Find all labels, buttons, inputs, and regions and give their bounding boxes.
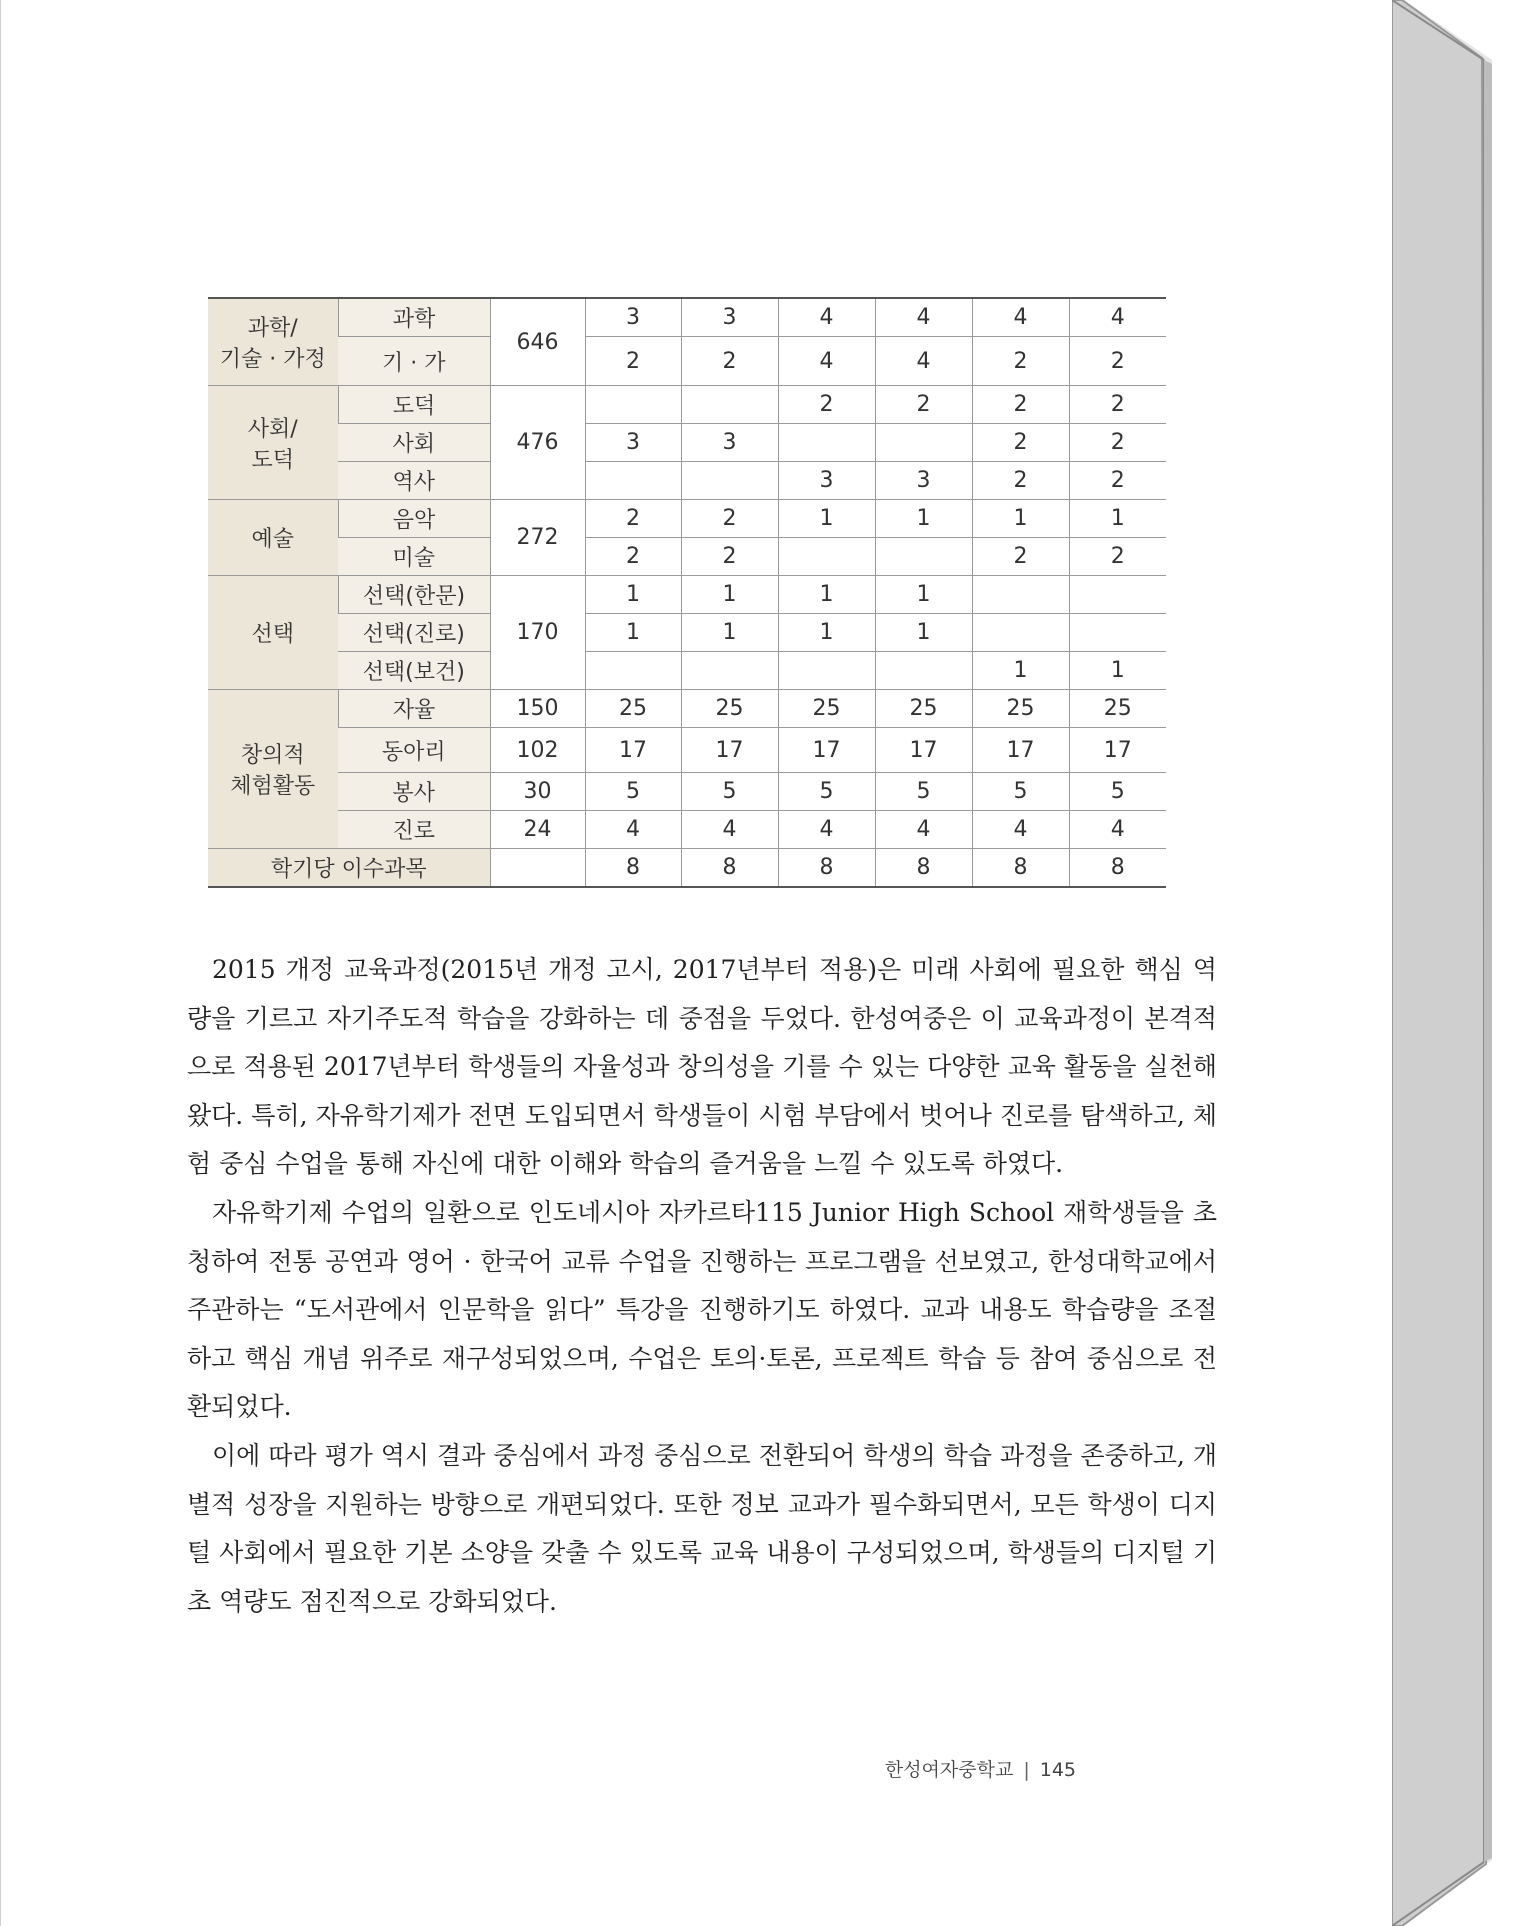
grade-cell: 2	[1069, 386, 1166, 424]
grade-cell	[778, 652, 875, 690]
grade-cell: 4	[1069, 811, 1166, 849]
grade-cell: 8	[585, 849, 681, 888]
table-row	[208, 538, 1166, 576]
table-row	[208, 298, 1166, 337]
grade-cell: 8	[1069, 849, 1166, 888]
grade-cell: 2	[972, 538, 1069, 576]
grade-cell	[681, 652, 778, 690]
subject-cell: 역사	[338, 462, 490, 500]
grade-cell: 17	[875, 728, 972, 773]
subject-cell: 과학	[338, 298, 490, 337]
grade-cell: 4	[778, 337, 875, 386]
grade-cell: 8	[875, 849, 972, 888]
paragraph: 2015 개정 교육과정(2015년 개정 고시, 2017년부터 적용)은 미래 사회에 필요한 핵심 역량을 기르고 자기주도적 학습을 강화하는 데 중점을 두었다. 한성여중은 이 교육과정이 본격적으로 적용된 2017년부터 학생들의 자율성과 창의성을 기를 수 있는 다양한 교육 활동을 실천해왔다. 특히, 자유학기제가 전면 도입되면서 학생들이 시험 부담에서 벗어나 진로를 탐색하고, 체험 중심 수업을 통해 자신에 대한 이해와 학습의 즐거움을 느낄 수 있도록 하였다.	[187, 955, 1217, 1179]
grade-cell: 2	[972, 337, 1069, 386]
subject-cell: 사회	[338, 424, 490, 462]
grade-cell: 4	[875, 811, 972, 849]
grade-cell: 5	[778, 773, 875, 811]
grade-cell: 1	[972, 652, 1069, 690]
table-row	[208, 614, 1166, 652]
grade-cell: 4	[778, 811, 875, 849]
grade-cell: 1	[778, 500, 875, 538]
grade-cell: 1	[778, 614, 875, 652]
category-cell: 과학/ 기술 · 가정	[208, 298, 338, 386]
grade-cell: 25	[681, 690, 778, 728]
grade-cell: 2	[1069, 337, 1166, 386]
subject-cell: 선택(진로)	[338, 614, 490, 652]
grade-cell: 4	[585, 811, 681, 849]
table-row	[208, 462, 1166, 500]
total-hours-cell: 170	[490, 576, 585, 690]
total-hours-cell: 102	[490, 728, 585, 773]
subject-cell: 선택(한문)	[338, 576, 490, 614]
grade-cell: 5	[1069, 773, 1166, 811]
subject-cell: 미술	[338, 538, 490, 576]
grade-cell: 8	[778, 849, 875, 888]
grade-cell: 3	[585, 298, 681, 337]
grade-cell: 1	[681, 614, 778, 652]
total-hours-cell: 646	[490, 298, 585, 386]
grade-cell: 2	[972, 424, 1069, 462]
table-row	[208, 500, 1166, 538]
grade-cell: 1	[875, 576, 972, 614]
grade-cell: 3	[681, 298, 778, 337]
total-hours-cell: 476	[490, 386, 585, 500]
grade-cell: 17	[972, 728, 1069, 773]
grade-cell: 1	[585, 576, 681, 614]
table-row	[208, 728, 1166, 773]
grade-cell: 25	[1069, 690, 1166, 728]
grade-cell: 5	[972, 773, 1069, 811]
total-hours-cell	[490, 849, 585, 888]
subject-cell: 자율	[338, 690, 490, 728]
total-hours-cell: 272	[490, 500, 585, 576]
grade-cell	[875, 652, 972, 690]
grade-cell	[1069, 614, 1166, 652]
grade-cell	[778, 538, 875, 576]
grade-cell: 3	[875, 462, 972, 500]
grade-cell	[585, 386, 681, 424]
grade-cell: 2	[972, 462, 1069, 500]
page-footer	[885, 1755, 1076, 1782]
category-cell: 선택	[208, 576, 338, 690]
grade-cell: 25	[778, 690, 875, 728]
grade-cell	[1069, 576, 1166, 614]
grade-cell: 25	[875, 690, 972, 728]
subject-cell: 도덕	[338, 386, 490, 424]
category-cell: 창의적 체험활동	[208, 690, 338, 849]
grade-cell: 4	[778, 298, 875, 337]
total-hours-cell: 30	[490, 773, 585, 811]
grade-cell: 2	[585, 500, 681, 538]
footer-separator: |	[1023, 1759, 1030, 1781]
table-row	[208, 337, 1166, 386]
grade-cell	[972, 576, 1069, 614]
grade-cell: 3	[778, 462, 875, 500]
grade-cell: 17	[585, 728, 681, 773]
table-row	[208, 849, 1166, 888]
grade-cell: 3	[681, 424, 778, 462]
subject-cell: 선택(보건)	[338, 652, 490, 690]
grade-cell	[875, 538, 972, 576]
total-hours-cell: 24	[490, 811, 585, 849]
grade-cell: 1	[972, 500, 1069, 538]
page-number: 145	[1039, 1759, 1076, 1781]
category-cell: 예술	[208, 500, 338, 576]
body-text	[187, 946, 1217, 1626]
grade-cell	[681, 462, 778, 500]
grade-cell	[585, 652, 681, 690]
subject-cell: 봉사	[338, 773, 490, 811]
paragraph: 자유학기제 수업의 일환으로 인도네시아 자카르타115 Junior High School 재학생들을 초청하여 전통 공연과 영어 · 한국어 교류 수업을 진행하는 프로그램을 선보였고, 한성대학교에서 주관하는 “도서관에서 인문학을 읽다” 특강을 진행하기도 하였다. 교과 내용도 학습량을 조절하고 핵심 개념 위주로 재구성되었으며, 수업은 토의·토론, 프로젝트 학습 등 참여 중심으로 전환되었다.	[187, 1197, 1217, 1422]
grade-cell: 5	[681, 773, 778, 811]
subject-cell: 진로	[338, 811, 490, 849]
grade-cell: 2	[1069, 424, 1166, 462]
grade-cell	[681, 386, 778, 424]
grade-cell: 2	[585, 337, 681, 386]
table-row	[208, 424, 1166, 462]
grade-cell: 2	[1069, 538, 1166, 576]
paragraph: 이에 따라 평가 역시 결과 중심에서 과정 중심으로 전환되어 학생의 학습 과정을 존중하고, 개별적 성장을 지원하는 방향으로 개편되었다. 또한 정보 교과가 필수화되면서, 모든 학생이 디지털 사회에서 필요한 기본 소양을 갖출 수 있도록 교육 내용이 구성되었으며, 학생들의 디지털 기초 역량도 점진적으로 강화되었다.	[187, 1440, 1217, 1616]
grade-cell: 2	[681, 538, 778, 576]
grade-cell: 4	[1069, 298, 1166, 337]
grade-cell: 1	[585, 614, 681, 652]
grade-cell: 8	[972, 849, 1069, 888]
table-row	[208, 690, 1166, 728]
grade-cell: 25	[585, 690, 681, 728]
grade-cell: 4	[875, 337, 972, 386]
subject-cell: 음악	[338, 500, 490, 538]
grade-cell	[875, 424, 972, 462]
book-page-edge	[1392, 0, 1540, 1926]
grade-cell	[585, 462, 681, 500]
total-hours-cell: 150	[490, 690, 585, 728]
grade-cell: 17	[681, 728, 778, 773]
grade-cell: 2	[681, 337, 778, 386]
grade-cell: 2	[1069, 462, 1166, 500]
grade-cell: 17	[1069, 728, 1166, 773]
grade-cell: 2	[875, 386, 972, 424]
table-row	[208, 386, 1166, 424]
grade-cell: 4	[681, 811, 778, 849]
grade-cell	[778, 424, 875, 462]
grade-cell: 2	[681, 500, 778, 538]
grade-cell: 2	[585, 538, 681, 576]
grade-cell: 1	[681, 576, 778, 614]
grade-cell: 5	[875, 773, 972, 811]
grade-cell: 1	[875, 500, 972, 538]
grade-cell: 1	[1069, 652, 1166, 690]
grade-cell: 4	[875, 298, 972, 337]
subject-cell: 동아리	[338, 728, 490, 773]
grade-cell: 2	[972, 386, 1069, 424]
table-row	[208, 811, 1166, 849]
category-cell: 사회/ 도덕	[208, 386, 338, 500]
table-row	[208, 652, 1166, 690]
table-row	[208, 773, 1166, 811]
grade-cell	[972, 614, 1069, 652]
category-cell: 학기당 이수과목	[208, 849, 490, 888]
grade-cell: 5	[585, 773, 681, 811]
grade-cell: 25	[972, 690, 1069, 728]
school-name: 한성여자중학교	[884, 1759, 1014, 1781]
curriculum-table	[208, 297, 1166, 888]
table-row	[208, 576, 1166, 614]
grade-cell: 4	[972, 298, 1069, 337]
grade-cell: 1	[778, 576, 875, 614]
grade-cell: 17	[778, 728, 875, 773]
subject-cell: 기 · 가	[338, 337, 490, 386]
grade-cell: 1	[1069, 500, 1166, 538]
grade-cell: 8	[681, 849, 778, 888]
grade-cell: 2	[778, 386, 875, 424]
grade-cell: 1	[875, 614, 972, 652]
grade-cell: 3	[585, 424, 681, 462]
grade-cell: 4	[972, 811, 1069, 849]
